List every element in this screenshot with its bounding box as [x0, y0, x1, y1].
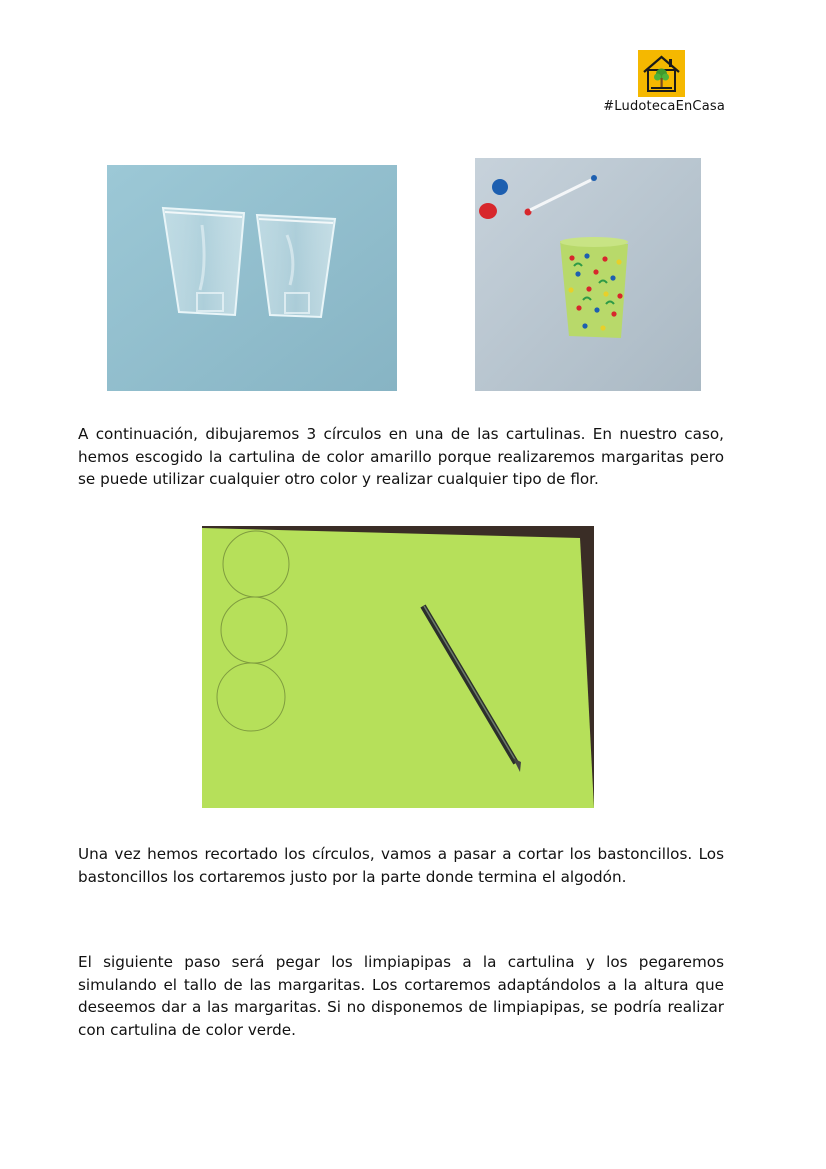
photo-card-circles-pencil [202, 526, 594, 808]
paragraph-draw-circles: A continuación, dibujaremos 3 círculos en una de las cartulinas. En nuestro caso, hemos escogido la cartulina de color amarillo porque realizaremos margaritas pero se puede utilizar cualquier otro color y realizar cualquier tipo de flor. [78, 425, 724, 488]
clear-cup-right [257, 215, 335, 317]
ludoteca-logo [638, 50, 685, 97]
paragraph-glue-pipe-cleaners: El siguiente paso será pegar los limpiapipas a la cartulina y los pegaremos simulando el tallo de las margaritas. Los cortaremos adaptándolos a la altura que deseemos dar a las margaritas. Si no disponemos de limpiapipas, se podría realizar con cartulina de color verde. [78, 953, 724, 1039]
hashtag-label: #LudotecaEnCasa [603, 99, 725, 114]
paragraph-cut-swabs: Una vez hemos recortado los círculos, vamos a pasar a cortar los bastoncillos. Los bastoncillos los cortaremos justo por la parte donde termina el algodón. [78, 845, 724, 886]
house-logo-icon [638, 50, 685, 97]
photo-plastic-cups [107, 165, 397, 391]
photo-painted-cup [475, 158, 701, 391]
painted-cup [560, 237, 628, 338]
